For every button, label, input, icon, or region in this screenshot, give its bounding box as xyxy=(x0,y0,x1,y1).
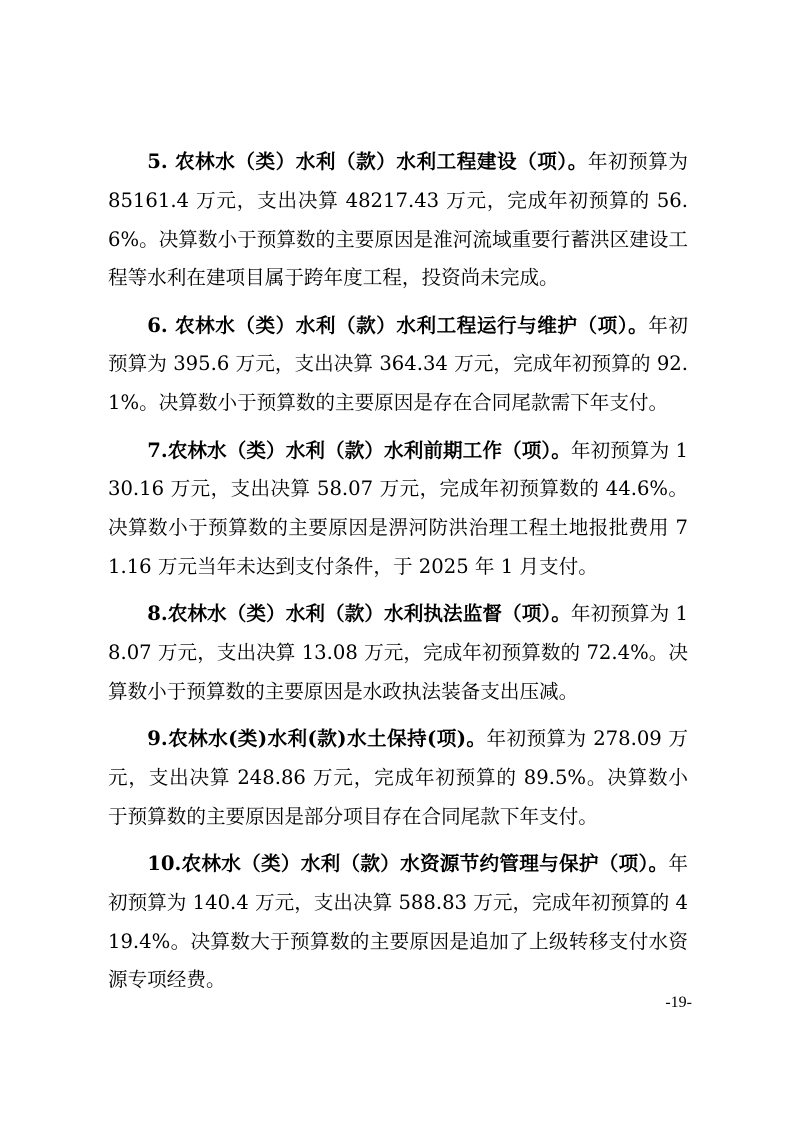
paragraph-body: 年初预算为 18.07 万元，支出决算 13.08 万元，完成年初预算数的 72.4%。决算数小于预算数的主要原因是水政执法装备支出压减。 xyxy=(108,602,689,703)
paragraph-item-8 xyxy=(108,595,688,711)
paragraph-item-6 xyxy=(108,307,688,423)
paragraph-heading: 5. 农林水（类）水利（款）水利工程建设（项）。 xyxy=(147,150,588,173)
paragraph-body: 年初预算为 278.09 万元，支出决算 248.86 万元，完成年初预算的 89.5%。决算数小于预算数的主要原因是部分项目存在合同尾款下年支付。 xyxy=(108,727,688,828)
paragraph-body: 年初预算为 140.4 万元，支出决算 588.83 万元，完成年初预算的 419.4%。决算数大于预算数的主要原因是追加了上级转移支付水资源专项经费。 xyxy=(108,852,688,992)
paragraph-heading: 8.农林水（类）水利（款）水利执法监督（项）。 xyxy=(147,602,571,626)
paragraph-item-5 xyxy=(108,143,688,298)
paragraph-heading: 7.农林水（类）水利（款）水利前期工作（项）。 xyxy=(147,438,571,462)
document-body xyxy=(108,143,688,1009)
paragraph-heading: 9.农林水(类)水利(款)水土保持(项)。 xyxy=(147,727,487,751)
paragraph-body: 年初预算为 130.16 万元，支出决算 58.07 万元，完成年初预算数的 44.6%。决算数小于预算数的主要原因是淠河防洪治理工程土地报批费用 71.16 万元当年未达到支付条件，于 2025 年 1 月支付。 xyxy=(108,438,689,578)
paragraph-heading: 10.农林水（类）水利（款）水资源节约管理与保护（项）。 xyxy=(147,852,669,876)
paragraph-item-10 xyxy=(108,845,688,1000)
paragraph-body: 年初预算为 85161.4 万元，支出决算 48217.43 万元，完成年初预算的 56.6%。决算数小于预算数的主要原因是淮河流域重要行蓄洪区建设工程等水利在建项目属于跨年度工程，投资尚未完成。 xyxy=(108,150,688,290)
page-number: -19- xyxy=(665,994,692,1011)
paragraph-body: 年初预算为 395.6 万元，支出决算 364.34 万元，完成年初预算的 92.1%。决算数小于预算数的主要原因是存在合同尾款需下年支付。 xyxy=(108,313,689,415)
paragraph-item-7 xyxy=(108,432,688,587)
paragraph-heading: 6. 农林水（类）水利（款）水利工程运行与维护（项）。 xyxy=(147,313,649,337)
paragraph-item-9 xyxy=(108,720,688,836)
